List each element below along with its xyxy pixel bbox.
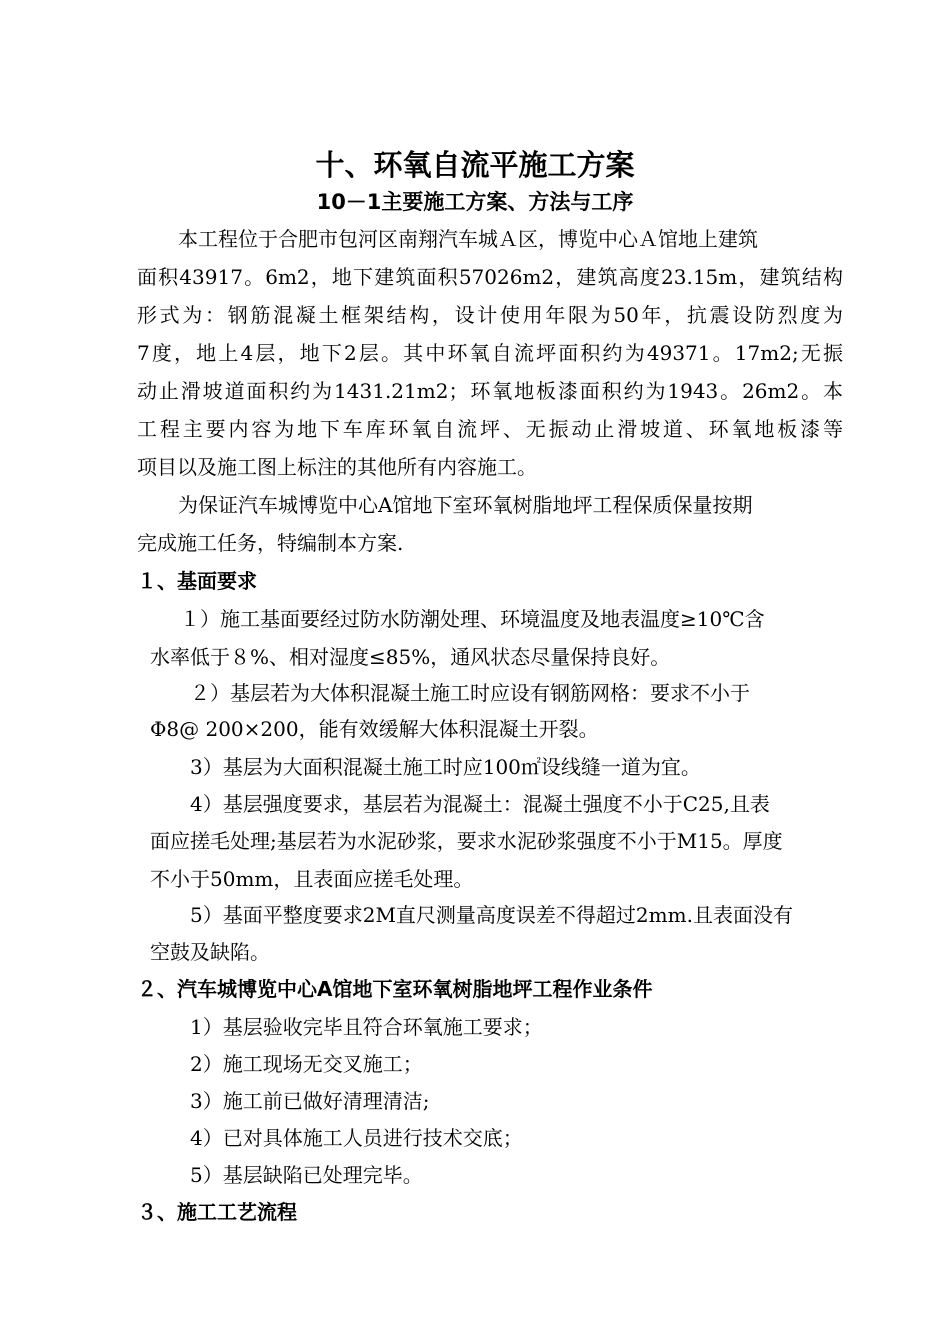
intro-line: 形式为：钢筋混凝土框架结构，设计使用年限为50年，抗震设防烈度为 [137,303,843,327]
page-title: 十、环氧自流平施工方案 [315,148,635,182]
intro-line: 面积43917。6m2，地下建筑面积57026m2，建筑高度23.15m，建筑结构 [137,265,843,289]
section2-item: 5）基层缺陷已处理完毕。 [190,1163,423,1187]
section1-line: 空鼓及缺陷。 [150,940,270,964]
section-heading-2: ２、汽车城博览中心A馆地下室环氧树脂地坪工程作业条件 [137,977,653,1001]
section1-line: １）施工基面要经过防水防潮处理、环境温度及地表温度≥10℃含 [180,607,765,631]
section1-line: 3）基层为大面积混凝土施工时应100㎡设线缝一道为宜。 [190,755,701,779]
section1-line: 4）基层强度要求，基层若为混凝土：混凝土强度不小于C25,且表 [190,792,770,816]
intro-line: 7度，地上4层，地下2层。其中环氧自流坪面积约为49371。17m2;无振 [137,341,843,365]
section-heading-1: １、基面要求 [137,569,257,593]
purpose-line: 为保证汽车城博览中心A馆地下室环氧树脂地坪工程保质保量按期 [178,493,753,517]
page-subtitle: 10－1主要施工方案、方法与工序 [316,190,634,214]
intro-line: 工程主要内容为地下车库环氧自流坪、无振动止滑坡道、环氧地板漆等 [137,417,843,441]
section1-line: 不小于50mm，且表面应搓毛处理。 [150,867,474,891]
purpose-line: 完成施工任务，特编制本方案. [137,531,404,555]
section2-item: 2）施工现场无交叉施工； [190,1052,423,1076]
intro-line: 项目以及施工图上标注的其他所有内容施工。 [137,455,537,479]
section2-item: 3）施工前已做好清理清洁; [190,1089,430,1113]
section2-item: 1）基层验收完毕且符合环氧施工要求； [190,1015,543,1039]
section-heading-3: ３、施工工艺流程 [137,1200,297,1224]
section1-line: Φ8@ 200×200，能有效缓解大体积混凝土开裂。 [150,717,599,741]
section1-line: ２）基层若为大体积混凝土施工时应设有钢筋网格：要求不小于 [190,681,750,705]
section1-line: 水率低于８%、相对湿度≤85%，通风状态尽量保持良好。 [150,645,671,669]
intro-line: 本工程位于合肥市包河区南翔汽车城Ａ区，博览中心Ａ馆地上建筑 [178,227,758,251]
intro-line: 动止滑坡道面积约为1431.21m2；环氧地板漆面积约为1943。26m2。本 [137,379,843,403]
section2-item: 4）已对具体施工人员进行技术交底； [190,1126,523,1150]
section1-line: 5）基面平整度要求2M直尺测量高度误差不得超过2mm.且表面没有 [190,903,793,927]
section1-line: 面应搓毛处理;基层若为水泥砂浆，要求水泥砂浆强度不小于M15。厚度 [150,829,783,853]
